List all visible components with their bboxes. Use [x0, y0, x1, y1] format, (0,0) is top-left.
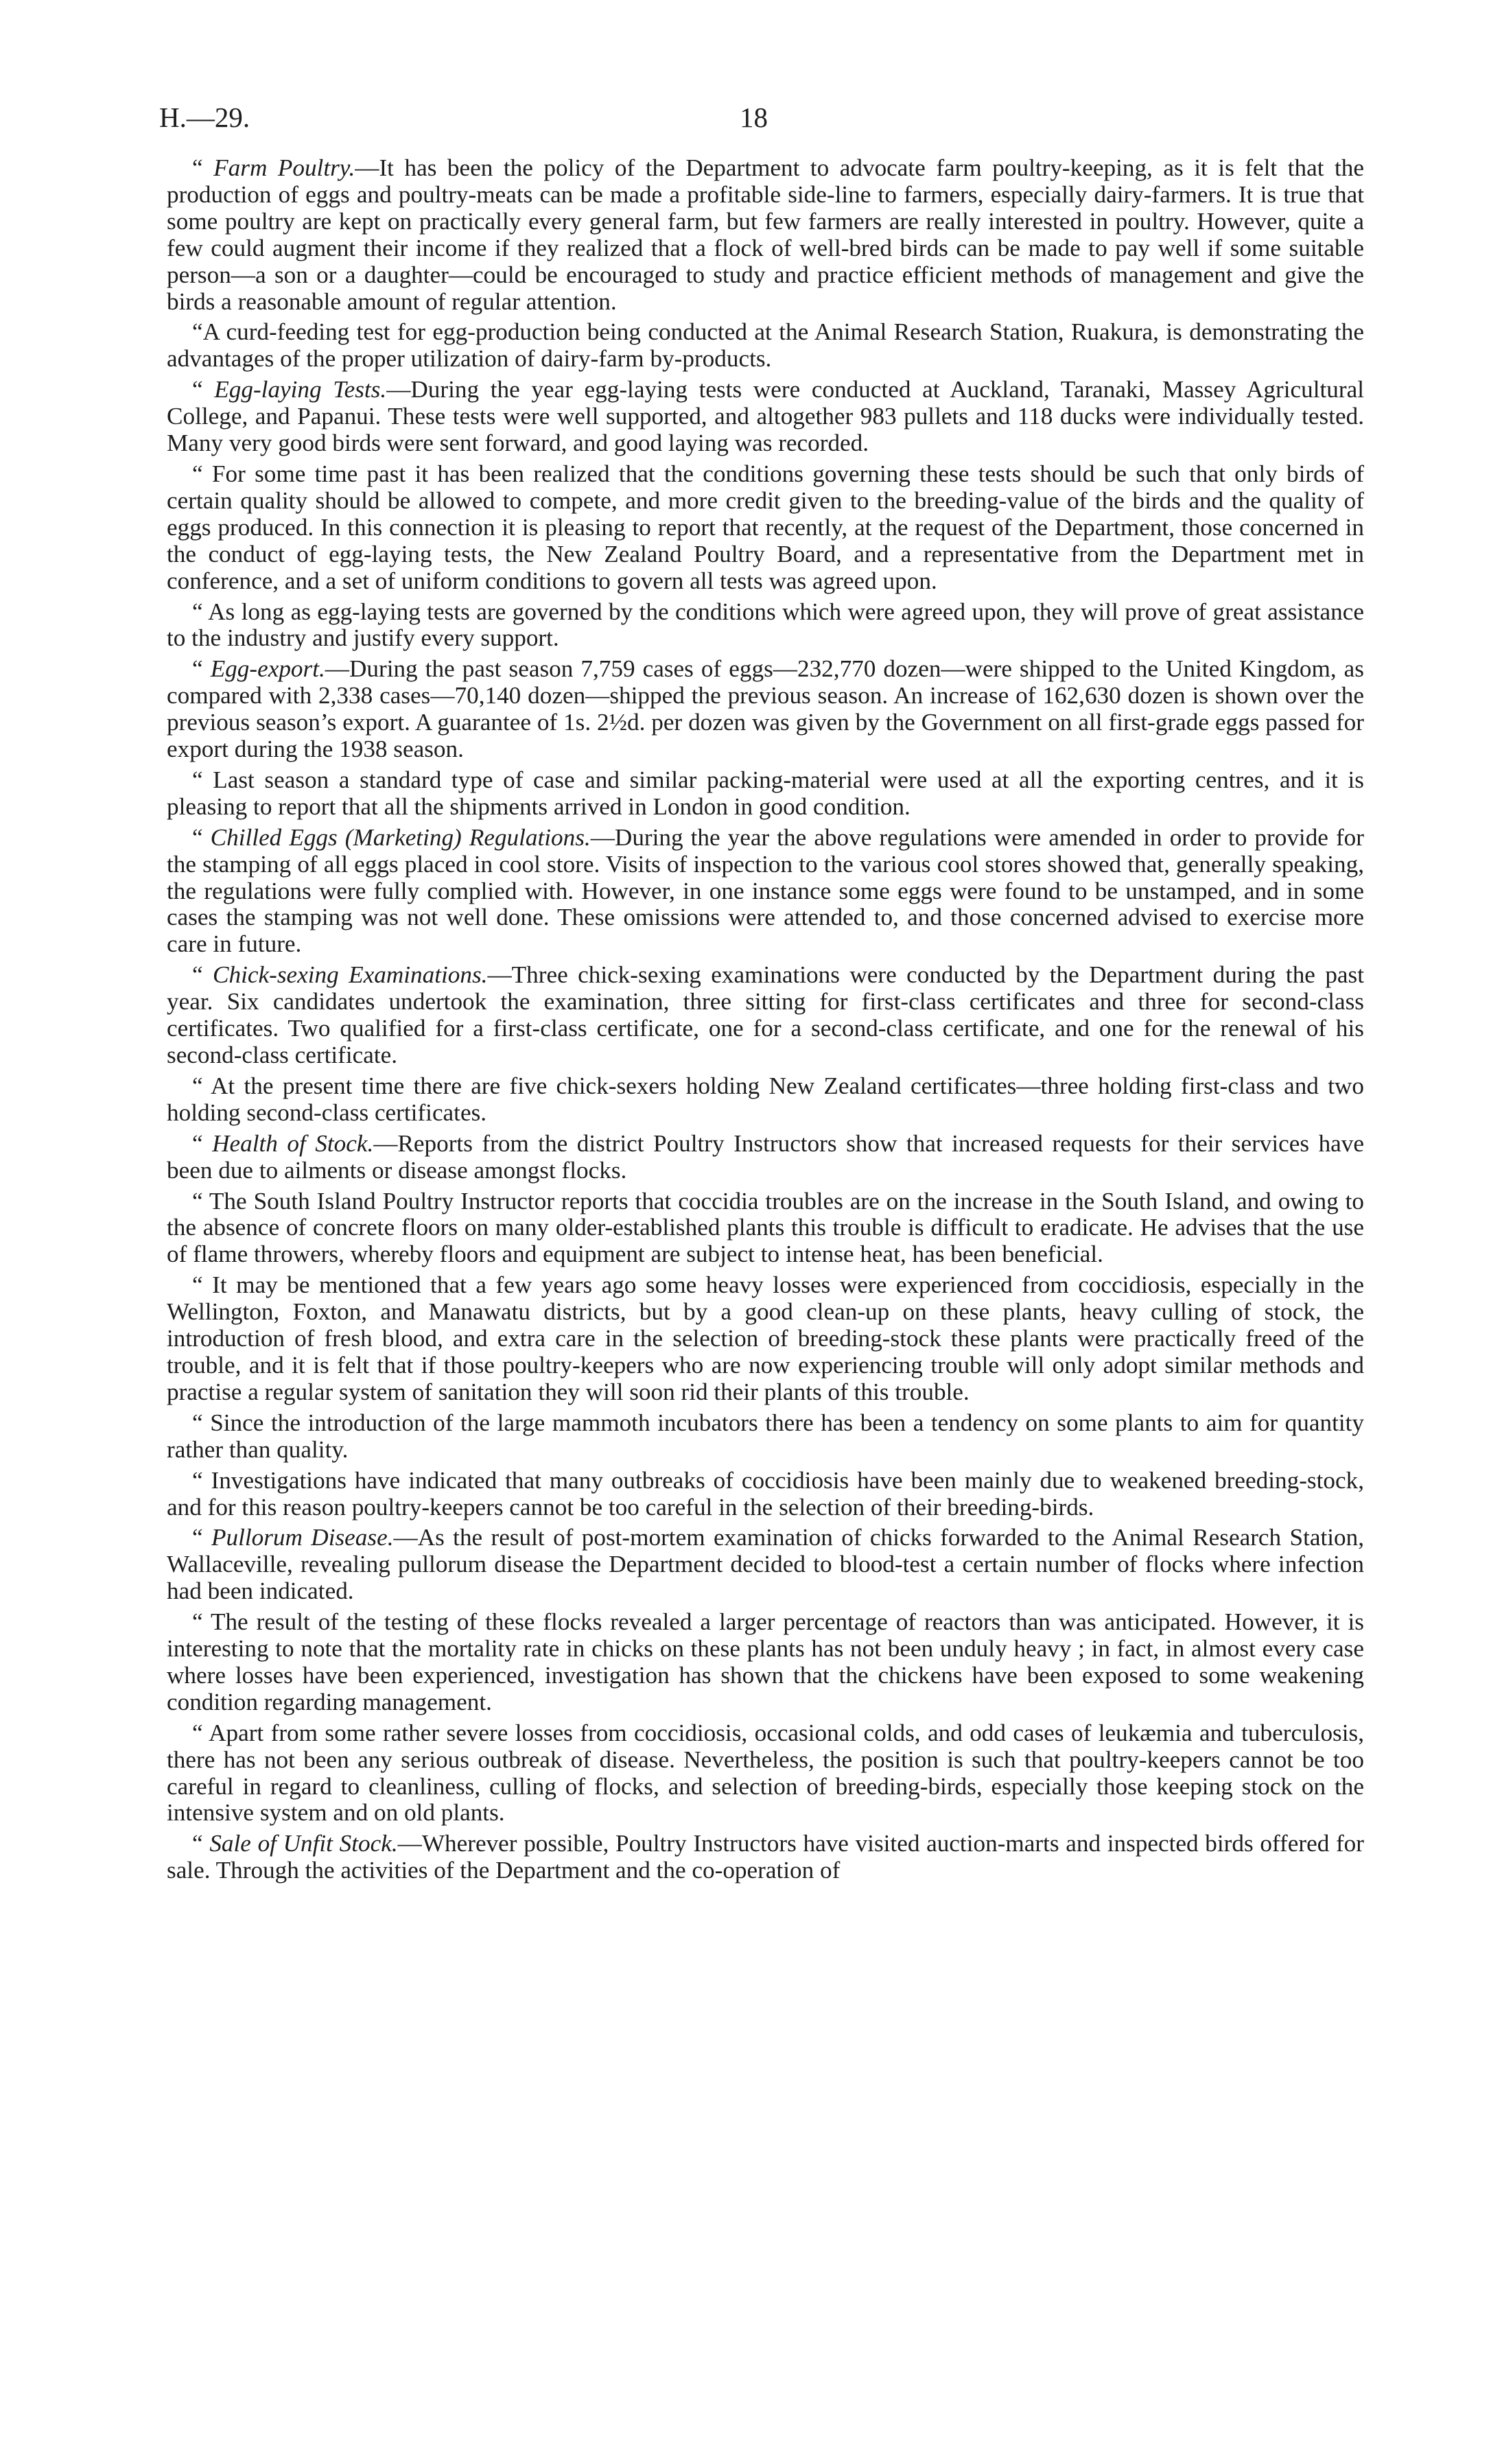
section-heading: Egg-export. — [210, 655, 325, 683]
paragraph: “ As long as egg-laying tests are governed by the conditions which were agreed upon, they will prove of great assistance to the industry and justify every support. — [167, 598, 1364, 652]
paragraph: “ For some time past it has been realized that the conditions governing these tests should be such that only birds of certain quality should be allowed to compete, and more credit given to the breeding-value of the birds and the quality of eggs produced. In this connection it is pleasing to report that recently, at the request of the Department, those concerned in the conduct of egg-laying tests, the New Zealand Poultry Board, and a representative from the Department met in conference, and a set of uniform conditions to govern all tests was agreed upon. — [167, 460, 1364, 594]
section-heading: Chick-sexing Examinations. — [213, 961, 488, 989]
paragraph: “ Since the introduction of the large mammoth incubators there has been a tendency on some plants to aim for quantity rather than quality. — [167, 1409, 1364, 1463]
paragraph: “ It may be mentioned that a few years ago some heavy losses were experienced from coccidiosis, especially in the Wellington, Foxton, and Manawatu districts, but by a good clean-up on these plants, heavy culling of stock, the introduction of fresh blood, and extra care in the selection of breeding-stock these plants were practically freed of the trouble, and it is felt that if those poultry-keepers who are now experiencing trouble will only adopt similar methods and practise a regular system of sanitation they will soon rid their plants of this trouble. — [167, 1271, 1364, 1405]
section-heading: Egg-laying Tests. — [214, 376, 387, 403]
section-heading: Pullorum Disease. — [211, 1524, 394, 1551]
paragraph: “ Pullorum Disease.—As the result of post-mortem examination of chicks forwarded to the Animal Research Station, Wallaceville, revealing pullorum disease the Department decided to blood-test a certain number of flocks where infection had been indicated. — [167, 1524, 1365, 1605]
section-heading: Sale of Unfit Stock. — [209, 1830, 398, 1857]
paragraph: “ The result of the testing of these flocks revealed a larger percentage of reactors than was anticipated. However, it is interesting to note that the mortality rate in chicks on these plants has not been unduly heavy ; in fact, in almost every case where losses have been experienced, investigation has shown that the chickens have been exposed to some weakening condition regarding management. — [167, 1608, 1364, 1715]
paragraph: “ Egg-laying Tests.—During the year egg-laying tests were conducted at Auckland, Taranaki, Massey Agricultural College, and Papanui. These tests were well supported, and altogether 983 pullets and 118 ducks were individually tested. Many very good birds were sent forward, and good laying was recorded. — [167, 376, 1364, 457]
body-text — [167, 155, 1364, 1888]
page-number: 18 — [740, 102, 768, 133]
paragraph: “ Sale of Unfit Stock.—Wherever possible, Poultry Instructors have visited auction-marts and inspected birds offered for sale. Through the activities of the Department and the co-operation of — [167, 1830, 1364, 1884]
paragraph: “ Health of Stock.—Reports from the district Poultry Instructors show that increased requests for their services have been due to ailments or disease amongst flocks. — [167, 1129, 1364, 1184]
paragraph: “ The South Island Poultry Instructor reports that coccidia troubles are on the increase in the South Island, and owing to the absence of concrete floors on many older-established plants this trouble is difficult to eradicate. He advises that the use of flame throwers, whereby floors and equipment are subject to intense heat, has been beneficial. — [167, 1187, 1364, 1268]
section-heading: Farm Poultry. — [213, 154, 355, 181]
section-heading: Health of Stock. — [212, 1129, 374, 1157]
paragraph: “ Apart from some rather severe losses from coccidiosis, occasional colds, and odd cases of leukæmia and tuberculosis, there has not been any serious outbreak of disease. Nevertheless, the position is such that poultry-keepers cannot be too careful in regard to cleanliness, culling of flocks, and selection of breeding-birds, especially those keeping stock on the intensive system and on old plants. — [167, 1719, 1364, 1827]
paragraph: “ Chilled Eggs (Marketing) Regulations.—During the year the above regulations were amended in order to provide for the stamping of all eggs placed in cool store. Visits of inspection to the various cool stores showed that, generally speaking, the regulations were fully complied with. However, in one instance some eggs were found to be unstamped, and in some cases the stamping was not well done. These omissions were attended to, and those concerned advised to exercise more care in future. — [167, 823, 1364, 958]
paragraph: “ Last season a standard type of case and similar packing-material were used at all the exporting centres, and it is pleasing to report that all the shipments arrived in London in good condition. — [167, 766, 1364, 820]
page-header — [159, 100, 1367, 134]
paragraph: “ Egg-export.—During the past season 7,759 cases of eggs—232,770 dozen—were shipped to the United Kingdom, as compared with 2,338 cases—70,140 dozen—shipped the previous season. An increase of 162,630 dozen is shown over the previous season’s export. A guarantee of 1s. 2½d. per dozen was given by the Government on all first-grade eggs passed for export during the 1938 season. — [167, 655, 1364, 763]
paragraph: “ At the present time there are five chick-sexers holding New Zealand certificates—three holding first-class and two holding second-class certificates. — [167, 1072, 1364, 1126]
paragraph: “A curd-feeding test for egg-production being conducted at the Animal Research Station, Ruakura, is demonstrating the advantages of the proper utilization of dairy-farm by-products. — [167, 318, 1364, 373]
paragraph: “ Farm Poultry.—It has been the policy of the Department to advocate farm poultry-keeping, as it is felt that the production of eggs and poultry-meats can be made a profitable side-line to farmers, especially dairy-farmers. It is true that some poultry are kept on practically every general farm, but few farmers are really interested in poultry. However, quite a few could augment their income if they realized that a flock of well-bred birds can be made to pay well if some suitable person—a son or a daughter—could be encouraged to study and practice efficient methods of management and give the birds a reasonable amount of regular attention. — [167, 154, 1364, 315]
document-reference: H.—29. — [159, 102, 250, 133]
section-heading: Chilled Eggs (Marketing) Regulations. — [210, 823, 591, 851]
paragraph: “ Chick-sexing Examinations.—Three chick-sexing examinations were conducted by the Department during the past year. Six candidates undertook the examination, three sitting for first-class certificates and three for second-class certificates. Two qualified for a first-class certificate, one for a second-class certificate, and one for the renewal of his second-class certificate. — [167, 961, 1365, 1068]
paragraph: “ Investigations have indicated that many outbreaks of coccidiosis have been mainly due to weakened breeding-stock, and for this reason poultry-keepers cannot be too careful in the selection of their breeding-birds. — [167, 1466, 1364, 1521]
